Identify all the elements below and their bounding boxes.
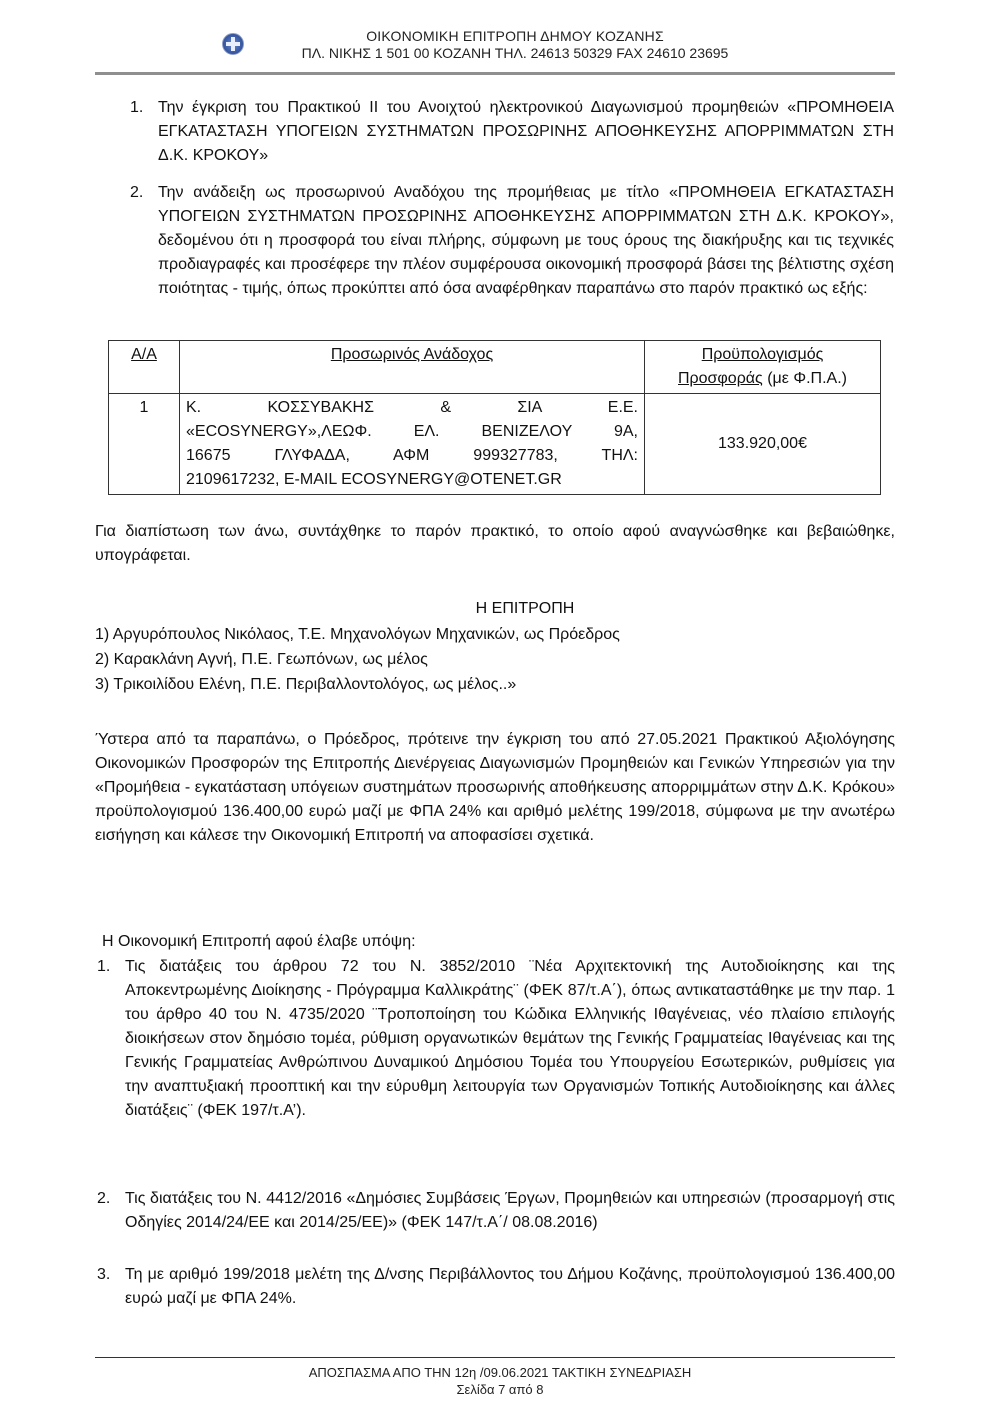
closing-paragraph: Για διαπίστωση των άνω, συντάχθηκε το παρόν πρακτικό, το οποίο αφού αναγνώσθηκε και βεβαιώθηκε, υπογράφεται. <box>95 523 895 564</box>
contractor-line-3: 16675 ΓΛΥΦΑΔΑ, ΑΦΜ 999327783, ΤΗΛ: <box>186 447 638 464</box>
decision-item-2-number: 2. <box>130 184 144 201</box>
footer-session-info: ΑΠΟΣΠΑΣΜΑ ΑΠΟ ΤΗΝ 12η /09.06.2021 ΤΑΚΤΙΚΗ ΣΥΝΕΔΡΙΑΣΗ <box>308 1365 692 1380</box>
contractor-table <box>108 340 881 495</box>
committee-member-2: 2) Καρακλάνη Αγνή, Π.Ε. Γεωπόνων, ως μέλος <box>95 651 428 668</box>
committee-members <box>95 622 620 697</box>
col-header-budget-offer: Προσφοράς <box>678 370 763 387</box>
footer-page-number: Σελίδα 7 από 8 <box>456 1382 544 1397</box>
consideration-1-number: 1. <box>97 958 111 975</box>
table-row <box>109 394 881 495</box>
contractor-line-1: Κ. ΚΟΣΣΥΒΑΚΗΣ & ΣΙΑ Ε.Ε. <box>186 399 638 416</box>
consideration-2-number: 2. <box>97 1190 111 1207</box>
footer-divider <box>95 1357 895 1358</box>
decision-item-1-text: Την έγκριση του Πρακτικού ΙΙ του Ανοιχτού ηλεκτρονικού Διαγωνισμού προμηθειών «ΠΡΟΜΗΘΕΙΑ ΕΓΚΑΤΑΣΤΑΣΗ ΥΠΟΓΕΙΩΝ ΣΥΣΤΗΜΑΤΩΝ ΠΡΟΣΩΡΙΝΗΣ ΑΠΟΘΗΚΕΥΣΗΣ ΑΠΟΡΡΙΜΜΑΤΩΝ ΣΤΗ Δ.Κ. ΚΡΟΚΟΥ» <box>158 99 894 164</box>
proposal-paragraph: Ύστερα από τα παραπάνω, ο Πρόεδρος, πρότεινε την έγκριση του από 27.05.2021 Πρακτικού Αξιολόγησης Οικονομικών Προσφορών της Επιτροπής Διενέργειας Διαγωνισμών Προμηθειών και Γενικών Υπηρεσιών για την «Προμήθεια - εγκατάσταση υπόγειων συστημάτων προσωρινής αποθήκευσης απορριμμάτων στην Δ.Κ. Κρόκου» προϋπολογισμού 136.400,00 ευρώ μαζί με ΦΠΑ 24% και αριθμό μελέτης 199/2018, σύμφωνα με την ανωτέρω εισήγηση και κάλεσε την Οικονομική Επιτροπή να αποφασίσει σχετικά. <box>95 731 895 844</box>
committee-member-3: 3) Τρικοιλίδου Ελένη, Π.Ε. Περιβαλλοντολόγος, ως μέλος..» <box>95 676 517 693</box>
col-header-aa: Α/Α <box>131 346 157 363</box>
contractor-line-4: 2109617232, E-MAIL ECOSYNERGY@OTENET.GR <box>186 471 562 488</box>
header-address: ΠΛ. ΝΙΚΗΣ 1 501 00 ΚΟΖΑΝΗ ΤΗΛ. 24613 50329 FAX 24610 23695 <box>301 45 729 61</box>
row-aa: 1 <box>109 394 180 495</box>
committee-member-1: 1) Αργυρόπουλος Νικόλαος, Τ.Ε. Μηχανολόγων Μηχανικών, ως Πρόεδρος <box>95 626 620 643</box>
consideration-2-text: Τις διατάξεις του Ν. 4412/2016 «Δημόσιες Συμβάσεις Έργων, Προμηθειών και υπηρεσιών (προσαρμογή στις Οδηγίες 2014/24/ΕΕ και 2014/25/ΕΕ)» (ΦΕΚ 147/τ.Α΄/ 08.08.2016) <box>125 1190 895 1231</box>
page-footer <box>0 1364 1000 1398</box>
consideration-3-number: 3. <box>97 1266 111 1283</box>
consideration-1-text: Τις διατάξεις του άρθρου 72 του Ν. 3852/2010 ¨Νέα Αρχιτεκτονική της Αυτοδιοίκησης και της Αποκεντρωμένης Διοίκησης - Πρόγραμμα Καλλικράτης¨ (ΦΕΚ 87/τ.Α΄), όπως αντικαταστάθηκε με την παρ. 1 του άρθρο 40 του Ν. 4735/2020 ¨Τροποποίηση του Κώδικα Ελληνικής Ιθαγένειας, νέο πλαίσιο επιλογής διοικήσεων στον δημόσιο τομέα, ρύθμιση οργανωτικών θεμάτων της Γενικής Γραμματείας Ιθαγένειας και της Γενικής Γραμματείας Ανθρώπινου Δυναμικού Δημόσιου Τομέα του Υπουργείου Εσωτερικών, ρυθμίσεις για την αναπτυξιακή προοπτική και την εύρυθμη λειτουργία των Οργανισμών Τοπικής Αυτοδιοίκησης και άλλες διατάξεις¨ (ΦΕΚ 197/τ.Α’). <box>125 958 895 1119</box>
decision-item-1-number: 1. <box>130 99 144 116</box>
header-divider <box>95 72 895 75</box>
col-header-budget-vat: (με Φ.Π.Α.) <box>762 370 847 387</box>
page-header <box>0 28 1000 62</box>
consideration-3-text: Τη με αριθμό 199/2018 μελέτη της Δ/νσης Περιβάλλοντος του Δήμου Κοζάνης, προϋπολογισμού 136.400,00 ευρώ μαζί με ΦΠΑ 24%. <box>125 1266 895 1307</box>
considerations-intro: Η Οικονομική Επιτροπή αφού έλαβε υπόψη: <box>102 933 416 950</box>
row-contractor <box>180 394 645 495</box>
committee-title: Η ΕΠΙΤΡΟΠΗ <box>475 600 575 617</box>
header-org-name: ΟΙΚΟΝΟΜΙΚΗ ΕΠΙΤΡΟΠΗ ΔΗΜΟΥ ΚΟΖΑΝΗΣ <box>366 28 664 44</box>
contractor-line-2: «ECOSYNERGY»,ΛΕΩΦ. ΕΛ. ΒΕΝΙΖΕΛΟΥ 9Α, <box>186 423 638 440</box>
row-budget: 133.920,00€ <box>645 394 881 495</box>
col-header-budget-line1: Προϋπολογισμός <box>701 346 824 363</box>
decision-item-2-text: Την ανάδειξη ως προσωρινού Αναδόχου της προμήθειας με τίτλο «ΠΡΟΜΗΘΕΙΑ ΕΓΚΑΤΑΣΤΑΣΗ ΥΠΟΓΕΙΩΝ ΣΥΣΤΗΜΑΤΩΝ ΠΡΟΣΩΡΙΝΗΣ ΑΠΟΘΗΚΕΥΣΗΣ ΑΠΟΡΡΙΜΜΑΤΩΝ ΣΤΗ Δ.Κ. ΚΡΟΚΟΥ», δεδομένου ότι η προσφορά του είναι πλήρης, σύμφωνη με τους όρους της διακήρυξης και τις τεχνικές προδιαγραφές και προσέφερε την πλέον συμφέρουσα οικονομική προσφορά βάσει της βέλτιστης σχέση ποιότητας - τιμής, όπως προκύπτει από όσα αναφέρθηκαν παραπάνω στο παρόν πρακτικό ως εξής: <box>158 184 894 297</box>
col-header-contractor: Προσωρινός Ανάδοχος <box>330 346 494 363</box>
table-header-row <box>109 341 881 394</box>
